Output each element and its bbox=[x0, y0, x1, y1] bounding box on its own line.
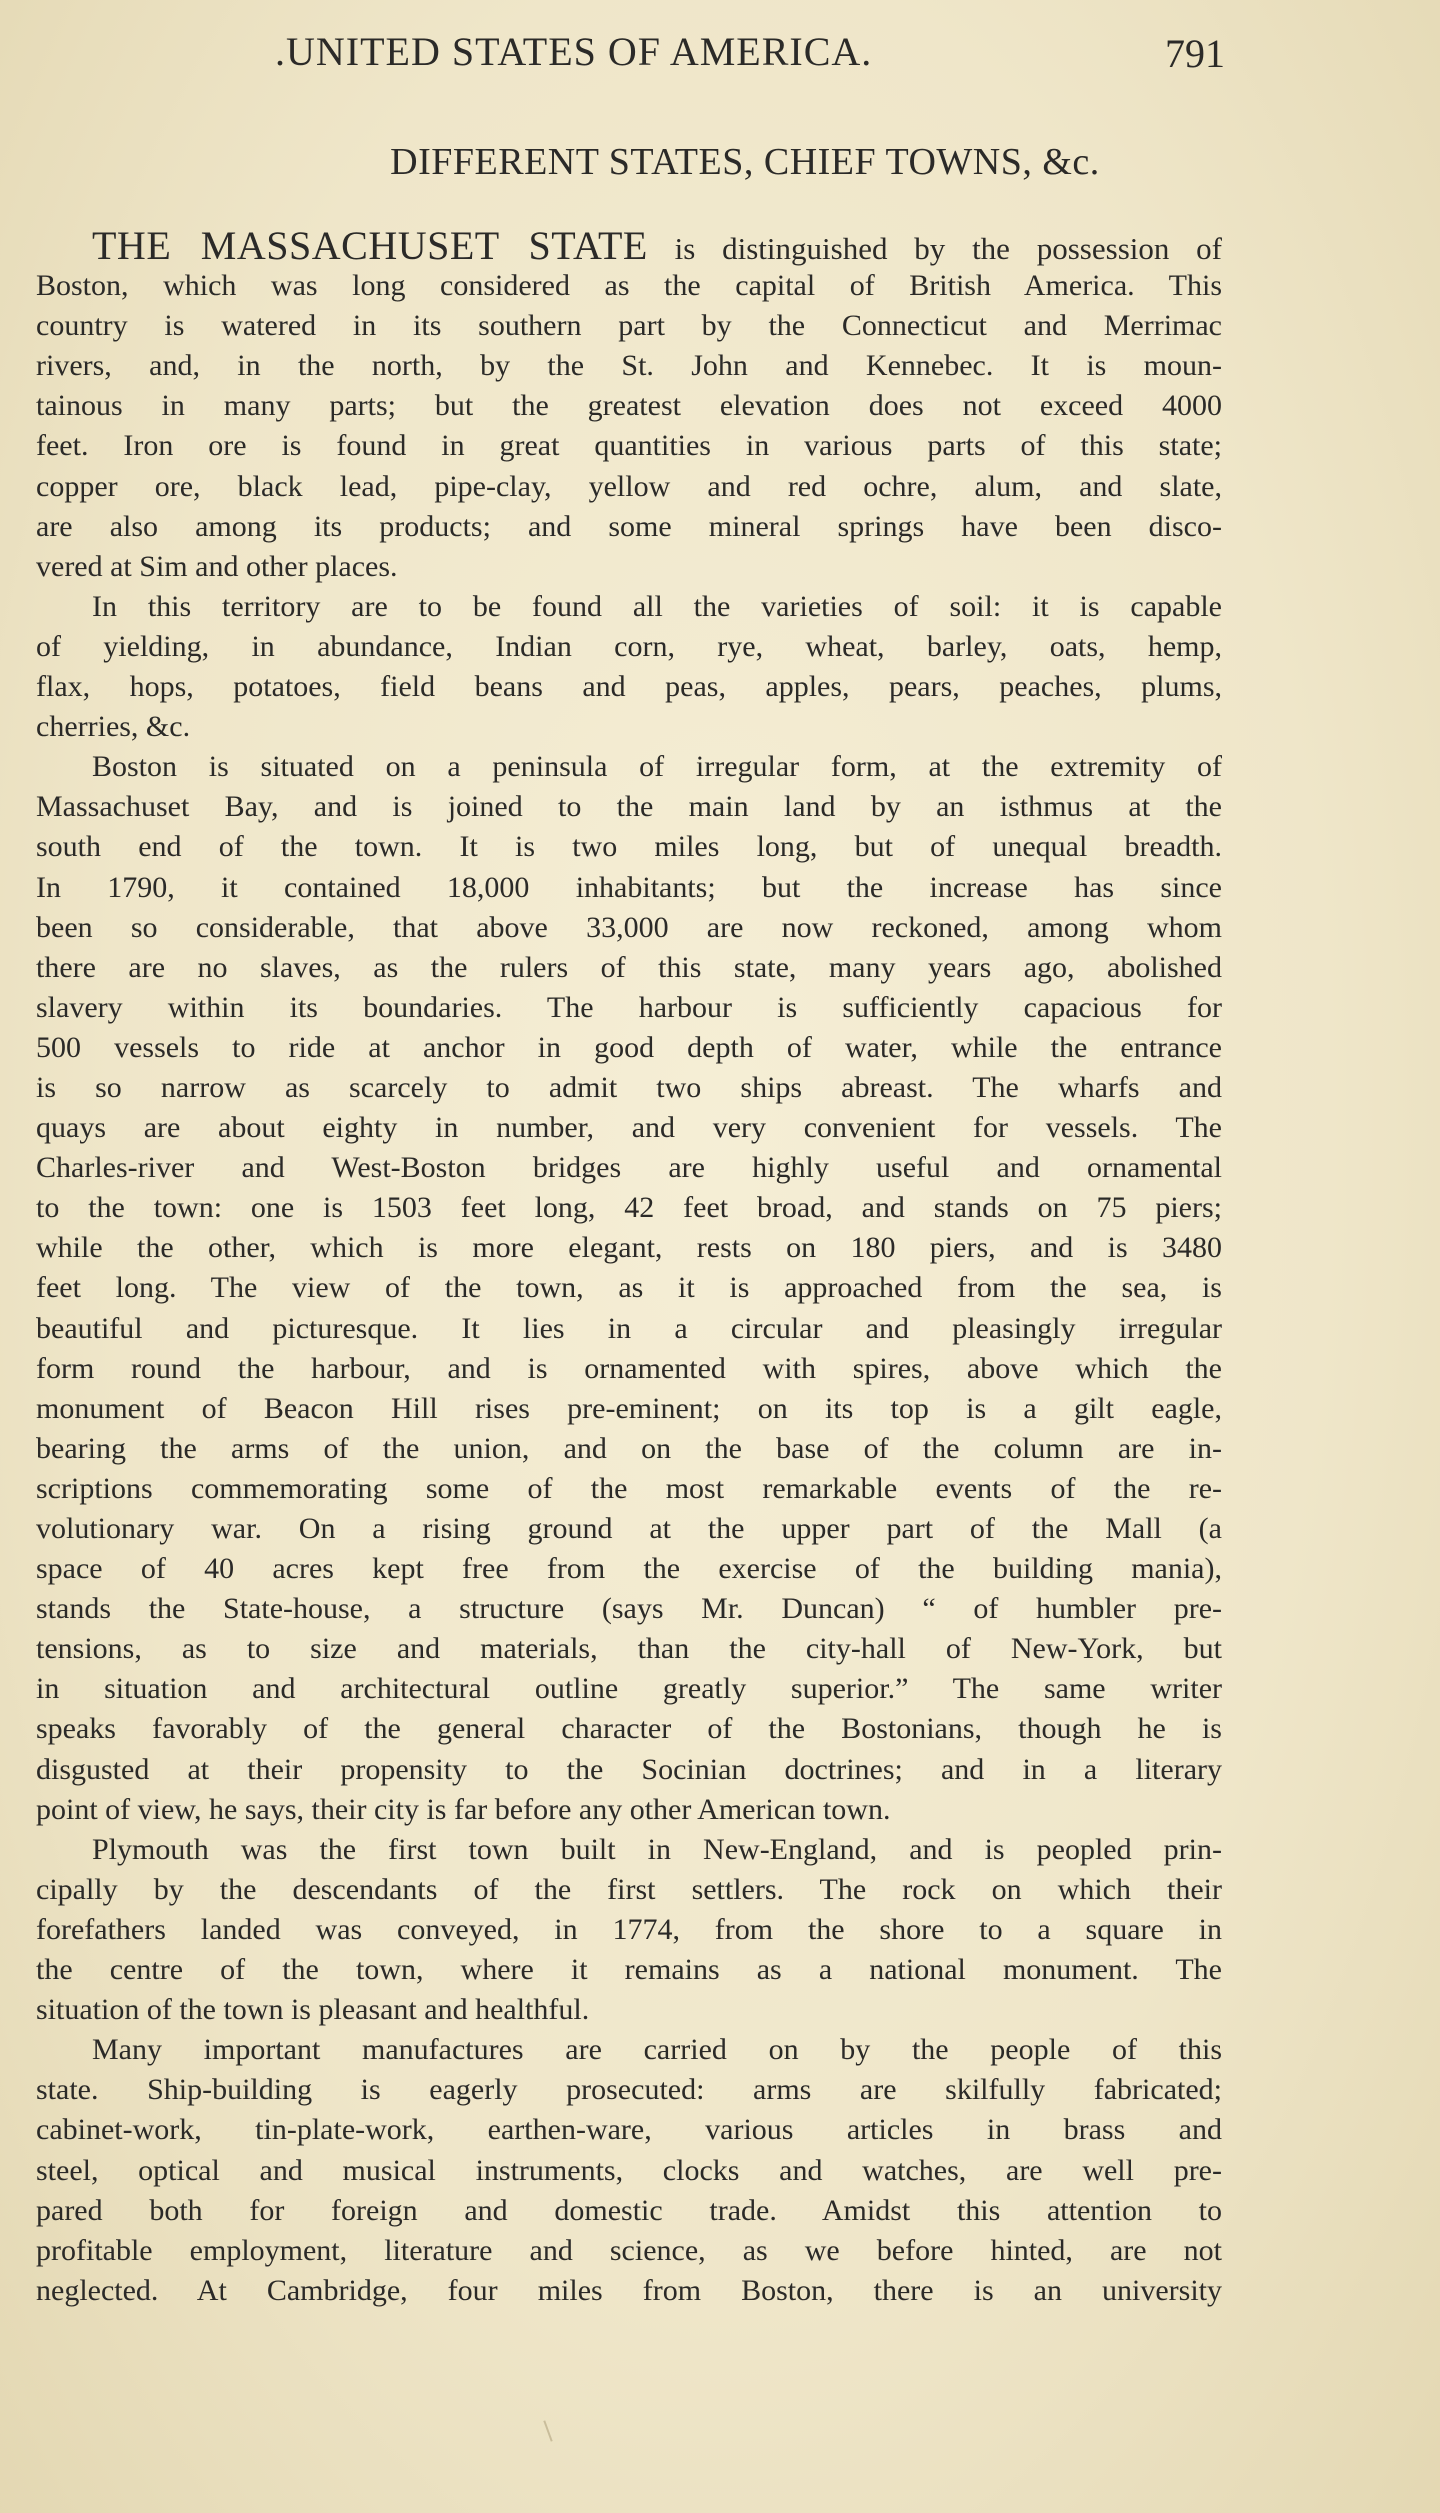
paragraph-line: Boston is situated on a peninsula of irregular form, at the extremity of bbox=[92, 750, 1222, 784]
body-text bbox=[36, 226, 1222, 2311]
paragraph-line: tensions, as to size and materials, than the city-hall of New-York, but bbox=[36, 1632, 1222, 1666]
paragraph-line: to the town: one is 1503 feet long, 42 feet broad, and stands on 75 piers; bbox=[36, 1191, 1222, 1225]
paragraph-line: stands the State-house, a structure (says Mr. Duncan) “ of humbler pre- bbox=[36, 1592, 1222, 1626]
paragraph-lead: THE MASSACHUSET STATE bbox=[92, 226, 648, 267]
paper-blemish bbox=[543, 2420, 552, 2441]
paragraph-line: Many important manufactures are carried on by the people of this bbox=[92, 2033, 1222, 2067]
paragraph-line: bearing the arms of the union, and on the base of the column are in- bbox=[36, 1431, 1222, 1465]
paragraph-line: the centre of the town, where it remains as a national monument. The bbox=[36, 1953, 1222, 1987]
paragraph-line: cabinet-work, tin-plate-work, earthen-ware, various articles in brass and bbox=[36, 2113, 1222, 2147]
paragraph-line: space of 40 acres kept free from the exercise of the building mania), bbox=[36, 1552, 1222, 1586]
paragraph-line: are also among its products; and some mineral springs have been disco- bbox=[36, 509, 1222, 543]
paragraph-line: there are no slaves, as the rulers of this state, many years ago, abolished bbox=[36, 950, 1222, 984]
paragraph-line: quays are about eighty in number, and very convenient for vessels. The bbox=[36, 1111, 1222, 1145]
paragraph-line: pared both for foreign and domestic trade. Amidst this attention to bbox=[36, 2193, 1222, 2227]
paragraph-line: profitable employment, literature and science, as we before hinted, are not bbox=[36, 2233, 1222, 2267]
paragraph-line: Massachuset Bay, and is joined to the main land by an isthmus at the bbox=[36, 790, 1222, 824]
paragraph-line: neglected. At Cambridge, four miles from Boston, there is an university bbox=[36, 2273, 1222, 2307]
paragraph-line: Boston, which was long considered as the capital of British America. This bbox=[36, 269, 1222, 303]
paragraph-line: point of view, he says, their city is far before any other American town. bbox=[36, 1792, 891, 1826]
paragraph-line: form round the harbour, and is ornamented with spires, above which the bbox=[36, 1351, 1222, 1385]
paragraph-massachuset-state bbox=[36, 226, 1222, 587]
running-head: .UNITED STATES OF AMERICA. bbox=[275, 29, 873, 74]
paragraph-line: forefathers landed was conveyed, in 1774, from the shore to a square in bbox=[36, 1912, 1222, 1946]
paragraph-line: copper ore, black lead, pipe-clay, yellow and red ochre, alum, and slate, bbox=[36, 469, 1222, 503]
paragraph-line: beautiful and picturesque. It lies in a circular and pleasingly irregular bbox=[36, 1311, 1222, 1345]
paragraph-line: cipally by the descendants of the first settlers. The rock on which their bbox=[36, 1872, 1222, 1906]
paragraph-line: disgusted at their propensity to the Socinian doctrines; and in a literary bbox=[36, 1752, 1222, 1786]
paragraph-line: feet. Iron ore is found in great quantities in various parts of this state; bbox=[36, 429, 1222, 463]
paragraph-line: volutionary war. On a rising ground at the upper part of the Mall (a bbox=[36, 1512, 1222, 1545]
paragraph-boston bbox=[36, 747, 1222, 1830]
paragraph-line: vered at Sim and other places. bbox=[36, 549, 398, 583]
paragraph-line: state. Ship-building is eagerly prosecuted: arms are skilfully fabricated; bbox=[36, 2073, 1222, 2107]
section-title: DIFFERENT STATES, CHIEF TOWNS, &c. bbox=[390, 141, 1100, 183]
page-number: 791 bbox=[1165, 31, 1225, 76]
paragraph-line: slavery within its boundaries. The harbour is sufficiently capacious for bbox=[36, 990, 1222, 1024]
paragraph-line: In this territory are to be found all the varieties of soil: it is capable bbox=[92, 589, 1222, 623]
paragraph-line: of yielding, in abundance, Indian corn, rye, wheat, barley, oats, hemp, bbox=[36, 629, 1222, 663]
paragraph-line: situation of the town is pleasant and healthful. bbox=[36, 1993, 590, 2027]
paragraph-line: monument of Beacon Hill rises pre-eminent; on its top is a gilt eagle, bbox=[36, 1391, 1222, 1425]
paragraph-line: while the other, which is more elegant, rests on 180 piers, and is 3480 bbox=[36, 1231, 1222, 1265]
paragraph-line: flax, hops, potatoes, field beans and peas, apples, pears, peaches, plums, bbox=[36, 670, 1222, 704]
paragraph-line: scriptions commemorating some of the most remarkable events of the re- bbox=[36, 1471, 1222, 1505]
paragraph-plymouth bbox=[36, 1830, 1222, 2030]
paragraph-line: tainous in many parts; but the greatest elevation does not exceed 4000 bbox=[36, 389, 1222, 423]
paragraph-line: feet long. The view of the town, as it is approached from the sea, is bbox=[36, 1271, 1222, 1305]
paragraph-line: steel, optical and musical instruments, clocks and watches, are well pre- bbox=[36, 2153, 1222, 2187]
paragraph-line: cherries, &c. bbox=[36, 710, 191, 744]
paragraph-line: Plymouth was the first town built in New-England, and is peopled prin- bbox=[92, 1832, 1222, 1866]
paragraph-line: speaks favorably of the general character of the Bostonians, though he is bbox=[36, 1712, 1222, 1746]
paragraph-line: 500 vessels to ride at anchor in good depth of water, while the entrance bbox=[36, 1030, 1222, 1064]
paragraph-line: THE MASSACHUSET STATE is distinguished by the possession of bbox=[36, 226, 1222, 266]
paragraph-line: Charles-river and West-Boston bridges are highly useful and ornamental bbox=[36, 1151, 1222, 1185]
paragraph-line: been so considerable, that above 33,000 are now reckoned, among whom bbox=[36, 910, 1222, 944]
paragraph-line: is so narrow as scarcely to admit two ships abreast. The wharfs and bbox=[36, 1070, 1222, 1104]
paragraph-line: in situation and architectural outline greatly superior.” The same writer bbox=[36, 1672, 1222, 1706]
paragraph-line: In 1790, it contained 18,000 inhabitants; but the increase has since bbox=[36, 870, 1222, 904]
paragraph-soil bbox=[36, 587, 1222, 747]
paragraph-line: rivers, and, in the north, by the St. John and Kennebec. It is moun- bbox=[36, 349, 1222, 383]
paragraph-line: south end of the town. It is two miles long, but of unequal breadth. bbox=[36, 830, 1222, 864]
paragraph-manufactures bbox=[36, 2030, 1222, 2311]
paragraph-line: country is watered in its southern part by the Connecticut and Merrimac bbox=[36, 309, 1222, 343]
